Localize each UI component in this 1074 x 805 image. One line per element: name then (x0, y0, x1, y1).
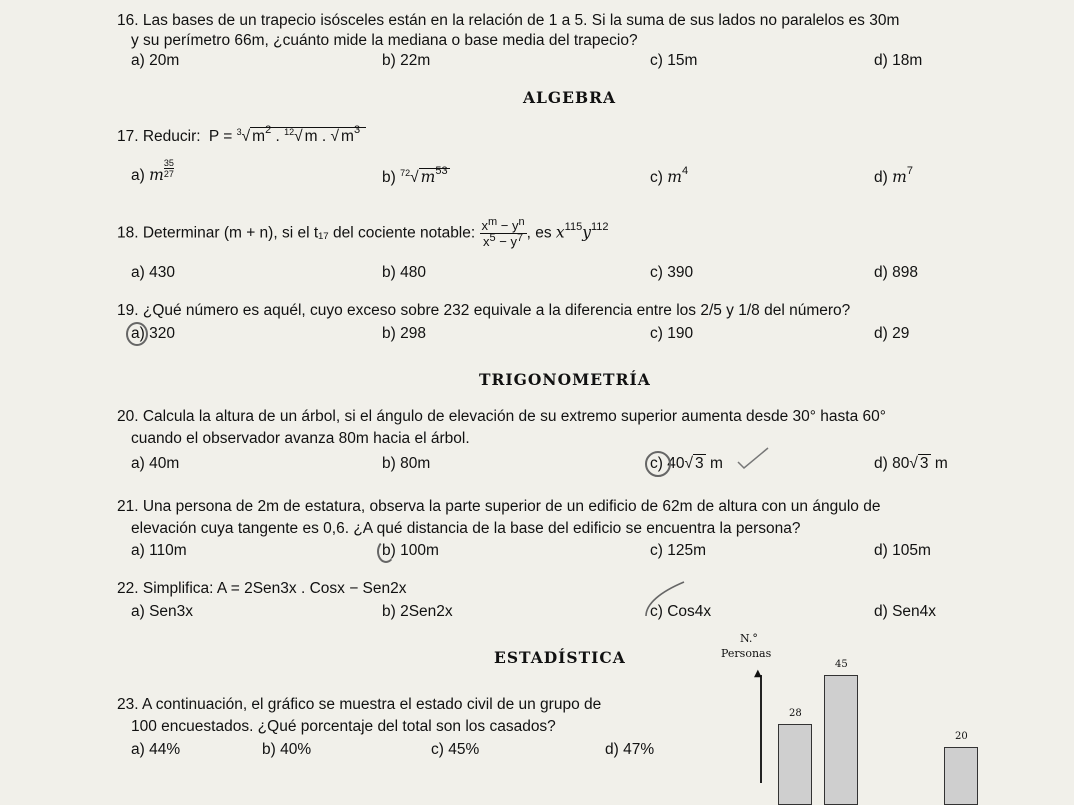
q21-option-d: d) 105m (874, 542, 931, 560)
q16-text-line1: 16. Las bases de un trapecio isósceles están en la relación de 1 a 5. Si la suma de sus lados no paralelos es 30m (117, 12, 899, 30)
q19-option-d: d) 29 (874, 325, 909, 343)
q22-text: 22. Simplifica: A = 2Sen3x . Cosx − Sen2x (117, 580, 407, 598)
q23-option-d: d) 47% (605, 741, 654, 759)
q20-d-unit: m (935, 455, 948, 472)
q16-option-b: b) 22m (382, 52, 430, 70)
q18-num-x: x (482, 218, 489, 233)
q17-d-exp: 7 (907, 165, 913, 177)
q20-d-radicand: 3 (918, 454, 931, 472)
section-title-trigonometria: TRIGONOMETRÍA (479, 370, 651, 389)
q18-option-b: b) 480 (382, 264, 426, 282)
q19-option-b: b) 298 (382, 325, 426, 343)
q17-b-label: b) (382, 169, 396, 186)
q16-text-line2: y su perímetro 66m, ¿cuánto mide la mediana o base media del trapecio? (131, 32, 638, 50)
q17-b-index: 72 (400, 168, 410, 178)
q17-a-base: m (149, 166, 164, 184)
q17-p-label: P = (209, 128, 232, 145)
q17-dot: . (276, 128, 280, 145)
q17-a-label: a) (131, 167, 145, 184)
q18-option-a: a) 430 (131, 264, 175, 282)
q22-option-c: c) Cos4x (650, 603, 711, 621)
q17-b-base: m (421, 168, 436, 186)
q20-c-unit: m (710, 455, 723, 472)
q17-d-label: d) (874, 169, 888, 186)
q17-d-base: m (892, 168, 907, 186)
chart-ylabel: Personas (721, 647, 771, 660)
q20-option-c: c) 40√ 3 m (650, 455, 723, 473)
q21-text-line1: 21. Una persona de 2m de estatura, observa la parte superior de un edificio de 62m de altura con un ángulo de (117, 498, 880, 516)
q20-option-d: d) 80√ 3 m (874, 455, 948, 473)
q17-a-exp (164, 158, 174, 179)
q20-option-b: b) 80m (382, 455, 430, 473)
q21-answer-mark (377, 540, 395, 563)
q20-c-label: c) (650, 455, 663, 472)
q17-sqrt-m-exp: 3 (354, 124, 360, 136)
q18-option-d: d) 898 (874, 264, 918, 282)
q19-text: 19. ¿Qué número es aquél, cuyo exceso sobre 232 equivale a la diferencia entre los 2/5 y 1/8 del número? (117, 302, 850, 320)
q21-option-a: a) 110m (131, 542, 187, 560)
q21-option-c: c) 125m (650, 542, 706, 560)
q17-root-index-12: 12 (284, 127, 294, 137)
q23-text-line1: 23. A continuación, el gráfico se muestra el estado civil de un grupo de (117, 696, 601, 714)
q18-term-y: y (582, 224, 591, 242)
q18-num-x-exp: m (488, 216, 497, 228)
chart-bar (824, 675, 858, 805)
q21-text-line2: elevación cuya tangente es 0,6. ¿A qué distancia de la base del edificio se encuentra la persona? (131, 520, 801, 538)
q18-den-x: x (483, 234, 490, 249)
q23-option-a: a) 44% (131, 741, 180, 759)
q22-option-b: b) 2Sen2x (382, 603, 453, 621)
q17-a-den: 27 (164, 169, 174, 179)
q17-b-exp: 53 (435, 165, 447, 177)
q19-answer-mark (126, 322, 148, 346)
q20-text-line1: 20. Calcula la altura de un árbol, si el ángulo de elevación de su extremo superior aumenta desde 30° hasta 60° (117, 408, 886, 426)
section-title-estadistica: ESTADÍSTICA (494, 648, 626, 667)
q18-den-x-exp: 5 (490, 232, 496, 244)
q17-option-b: b) $^{72}$√ $m^{53}$ (382, 168, 450, 187)
chart-bar-value-label: 28 (789, 708, 802, 719)
q18-num-y-exp: n (519, 216, 525, 228)
q20-option-a: a) 40m (131, 455, 179, 473)
q17-a-num: 35 (164, 158, 174, 169)
q18-num-minus-y: − y (497, 218, 518, 233)
q22-option-d: d) Sen4x (874, 603, 936, 621)
q17-inner-radicand: m . √ $m^3$ (303, 127, 364, 145)
q20-d-label: d) (874, 455, 888, 472)
q18-option-c: c) 390 (650, 264, 693, 282)
chart-y-axis (760, 675, 762, 783)
q21-option-b: b) 100m (382, 542, 439, 560)
q20-text-line2: cuando el observador avanza 80m hacia el árbol. (131, 430, 470, 448)
q18-den-y-exp: 7 (517, 232, 523, 244)
q17-c-base: m (667, 168, 682, 186)
q18-stem-text: 18. Determinar (m + n), si el t₁₇ del cociente notable: (117, 225, 475, 242)
q17-inner-m: m . (305, 128, 327, 145)
q17-sqrt-m: m (341, 128, 354, 145)
q17-radicand: $m^2$ . $^{12}$√ m . √ $m^3$ (250, 127, 366, 145)
q18-den-minus-y: − y (496, 234, 517, 249)
q22-answer-mark (640, 578, 688, 622)
section-title-algebra: ALGEBRA (523, 88, 616, 107)
chart-bar (944, 747, 978, 805)
q17-option-a (131, 166, 174, 187)
q17-root-index-3: 3 (237, 127, 242, 137)
q17-option-c (650, 168, 688, 187)
q16-option-a: a) 20m (131, 52, 179, 70)
q17-c-exp: 4 (682, 165, 688, 177)
q16-option-d: d) 18m (874, 52, 922, 70)
chart-ylabel-top: N.° (740, 632, 758, 645)
chart-bar-value-label: 20 (955, 731, 968, 742)
q18-es: , es (527, 225, 552, 242)
q17-c-label: c) (650, 169, 663, 186)
q18-term-y-exp: 112 (591, 221, 609, 233)
q20-answer-mark (645, 451, 671, 477)
q22-option-a: a) Sen3x (131, 603, 193, 621)
q20-d-coef: 80 (892, 455, 909, 472)
q23-option-b: b) 40% (262, 741, 311, 759)
q17-m-exp: 2 (265, 124, 271, 136)
chart-bar (778, 724, 812, 805)
q17-m: m (252, 128, 265, 145)
q17-stem: 17. Reducir: P = $^3$√ $m^2$ . $^{12}$√ m . √ $m^3$ (117, 128, 366, 146)
q23-text-line2: 100 encuestados. ¿Qué porcentaje del total son los casados? (131, 718, 556, 736)
q19-option-a: a) 320 (131, 325, 175, 343)
q18-fraction (480, 218, 527, 249)
q20-c-coef: 40 (667, 455, 684, 472)
q20-checkmark (736, 446, 770, 470)
q23-option-c: c) 45% (431, 741, 479, 759)
chart-axis-arrow: ▲ (754, 668, 762, 679)
q18-term-x: x (556, 224, 565, 242)
q18-stem (117, 218, 609, 249)
q17-option-d (874, 168, 913, 187)
chart-bar-value-label: 45 (835, 659, 848, 670)
q18-term-x-exp: 115 (565, 221, 583, 233)
q20-c-radicand: 3 (693, 454, 706, 472)
q19-option-c: c) 190 (650, 325, 693, 343)
q16-option-c: c) 15m (650, 52, 697, 70)
q17-stem-text: 17. Reducir: (117, 128, 201, 145)
